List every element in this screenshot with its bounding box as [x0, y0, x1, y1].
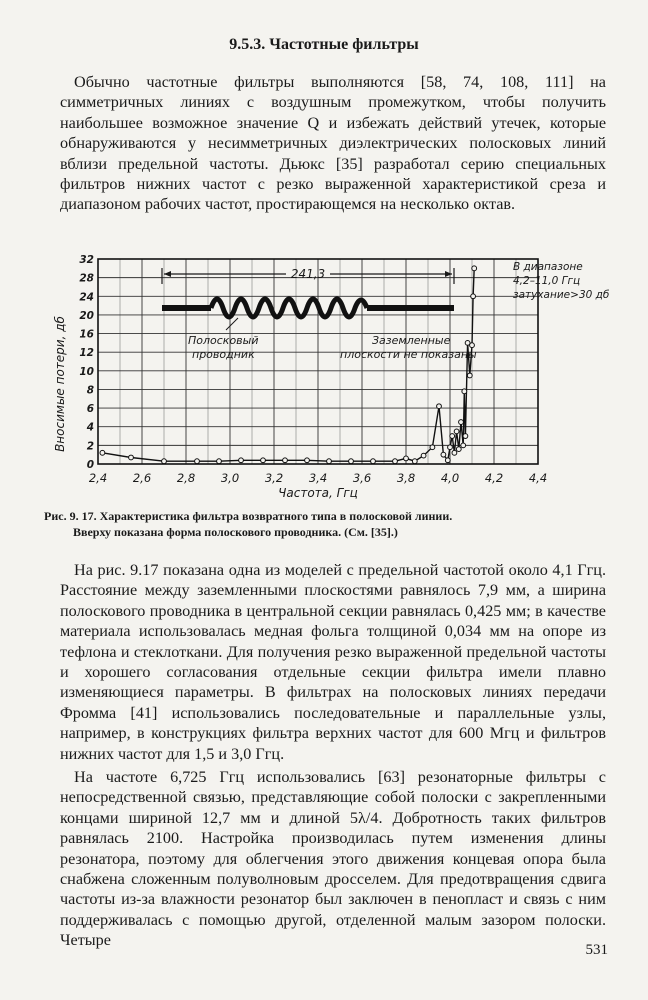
- data-point: [283, 458, 288, 463]
- caption-line-1: Рис. 9. 17. Характеристика фильтра возвратного типа в полосковой линии.: [44, 509, 453, 523]
- x-tick-labels: [89, 471, 547, 485]
- x-tick-label: 3,8: [396, 471, 416, 485]
- data-point: [100, 450, 105, 455]
- strip-conductor-drawing: [162, 267, 477, 361]
- data-point: [412, 459, 417, 464]
- planes-label-2: плоскости не показаны: [340, 348, 477, 361]
- y-tick-label: 0: [86, 459, 94, 471]
- conductor-label-2: проводник: [192, 348, 255, 361]
- insertion-loss-chart: [48, 246, 610, 504]
- data-point: [393, 459, 398, 464]
- y-tick-label: 4: [86, 421, 94, 434]
- y-tick-label: 6: [86, 403, 94, 416]
- data-point: [239, 458, 244, 463]
- conductor-label-1: Полосковый: [188, 334, 259, 347]
- data-point: [261, 458, 266, 463]
- data-point: [471, 294, 476, 299]
- y-tick-label: 12: [79, 347, 94, 360]
- paragraph-resonator: На частоте 6,725 Ггц использовались [63] резонаторные фильтры с непосредственной связью, представляющие собой полоски с закрепленными концами шириной 12,7 мм и длиной 5λ/4. Добротность таких фильтров равнялась 2100. Настройка производилась путем изменения длины резонатора, поэтому для облегчения этого движения концевая опора была снабжена сложенным полуволновым дросселем. Для предотвращения сдвига частоты из-за влажности резонатор был заключен в пенопласт и связь с ним поддерживалась с помощью другой, отделенной малым зазором полоски. Четыре: [60, 768, 606, 950]
- data-point: [461, 443, 466, 448]
- x-tick-label: 3,4: [308, 471, 328, 485]
- data-point: [450, 434, 455, 439]
- y-axis-label: Вносимые потери, дб: [53, 316, 67, 452]
- x-tick-label: 3,0: [220, 471, 240, 485]
- x-tick-label: 4,0: [440, 471, 460, 485]
- planes-label-1: Заземленные: [372, 334, 451, 347]
- data-point: [470, 343, 475, 348]
- data-point: [371, 459, 376, 464]
- range-note-3: затухание>30 дб: [513, 289, 610, 301]
- caption-line-2: Вверху показана форма полоскового проводника. (См. [35].): [73, 525, 398, 539]
- data-point: [437, 404, 442, 409]
- series-loss: [100, 266, 477, 464]
- data-point: [327, 459, 332, 464]
- figure-caption: [44, 508, 619, 540]
- dimension-label: 241,3: [290, 267, 326, 281]
- range-note-1: В диапазоне: [513, 261, 583, 273]
- y-tick-label: 28: [79, 272, 94, 285]
- data-point: [195, 459, 200, 464]
- data-point: [349, 459, 354, 464]
- data-point: [430, 445, 435, 450]
- data-point: [217, 459, 222, 464]
- y-tick-labels: [79, 254, 94, 471]
- chart-grid: [98, 259, 538, 464]
- conductor-meander: [211, 299, 367, 317]
- x-tick-label: 3,2: [264, 471, 284, 485]
- y-tick-label: 32: [79, 254, 94, 266]
- y-tick-label: 16: [79, 328, 94, 341]
- data-point: [463, 434, 468, 439]
- data-point: [162, 459, 167, 464]
- x-axis-label: Частота, Ггц: [278, 486, 358, 500]
- x-tick-label: 2,4: [88, 471, 108, 485]
- data-point: [421, 453, 426, 458]
- data-point: [472, 266, 477, 271]
- paragraph-model: На рис. 9.17 показана одна из моделей с предельной частотой около 4,1 Ггц. Расстояние между заземленными плоскостями равнялось 7,9 мм, а ширина полоскового проводника в центральной секции равнялась 0,425 мм; в качестве материала использовалась медная фольга толщиной 0,034 мм на опоре из тефлона и стеклоткани. Для получения резко выраженной предельной частоты и хорошего согласования отдельные секции фильтра имели плавно изменяющиеся параметры. В фильтрах на полосковых линиях передачи Фромма [41] использовались последовательные и параллельные узлы, например, в конструкциях фильтра верхних частот для 600 Мгц и фильтров нижних частот для 1,5 и 3,0 Ггц.: [60, 561, 606, 763]
- data-point: [448, 445, 453, 450]
- page-number: 531: [585, 942, 608, 958]
- data-point: [441, 452, 446, 457]
- data-point: [459, 420, 464, 425]
- y-tick-label: 2: [86, 440, 94, 453]
- y-tick-label: 8: [86, 384, 94, 397]
- data-point: [454, 429, 459, 434]
- data-point: [462, 389, 467, 394]
- x-tick-label: 4,4: [528, 471, 548, 485]
- paragraph-intro: Обычно частотные фильтры выполняются [58, 74, 108, 111] на симметричных линиях с воздушным промежутком, чтобы получить наибольшее возможное значение Q и избежать действий утечек, которые обнаруживаются у несимметричных диэлектрических полосковых линий вблизи предельной частоты. Дьюкс [35] разработал серию специальных фильтров нижних частот с резко выраженной характеристикой среза и диапазоном рабочих частот, простирающемся на несколько октав.: [60, 73, 606, 214]
- range-annotation: [513, 261, 610, 301]
- data-point: [456, 447, 461, 452]
- y-tick-label: 24: [79, 291, 94, 304]
- data-point: [445, 458, 450, 463]
- y-tick-label: 10: [79, 365, 94, 378]
- section-title: 9.5.3. Частотные фильтры: [229, 36, 419, 53]
- x-tick-label: 2,8: [176, 471, 196, 485]
- conductor-leader-line: [226, 318, 238, 330]
- x-tick-label: 2,6: [132, 471, 152, 485]
- data-point: [129, 455, 134, 460]
- data-point: [305, 458, 310, 463]
- x-tick-label: 3,6: [352, 471, 372, 485]
- y-tick-label: 20: [79, 309, 94, 322]
- data-point: [467, 373, 472, 378]
- data-point: [404, 456, 409, 461]
- data-point: [452, 450, 457, 455]
- x-tick-label: 4,2: [484, 471, 504, 485]
- range-note-2: 4,2–11,0 Ггц: [513, 275, 581, 287]
